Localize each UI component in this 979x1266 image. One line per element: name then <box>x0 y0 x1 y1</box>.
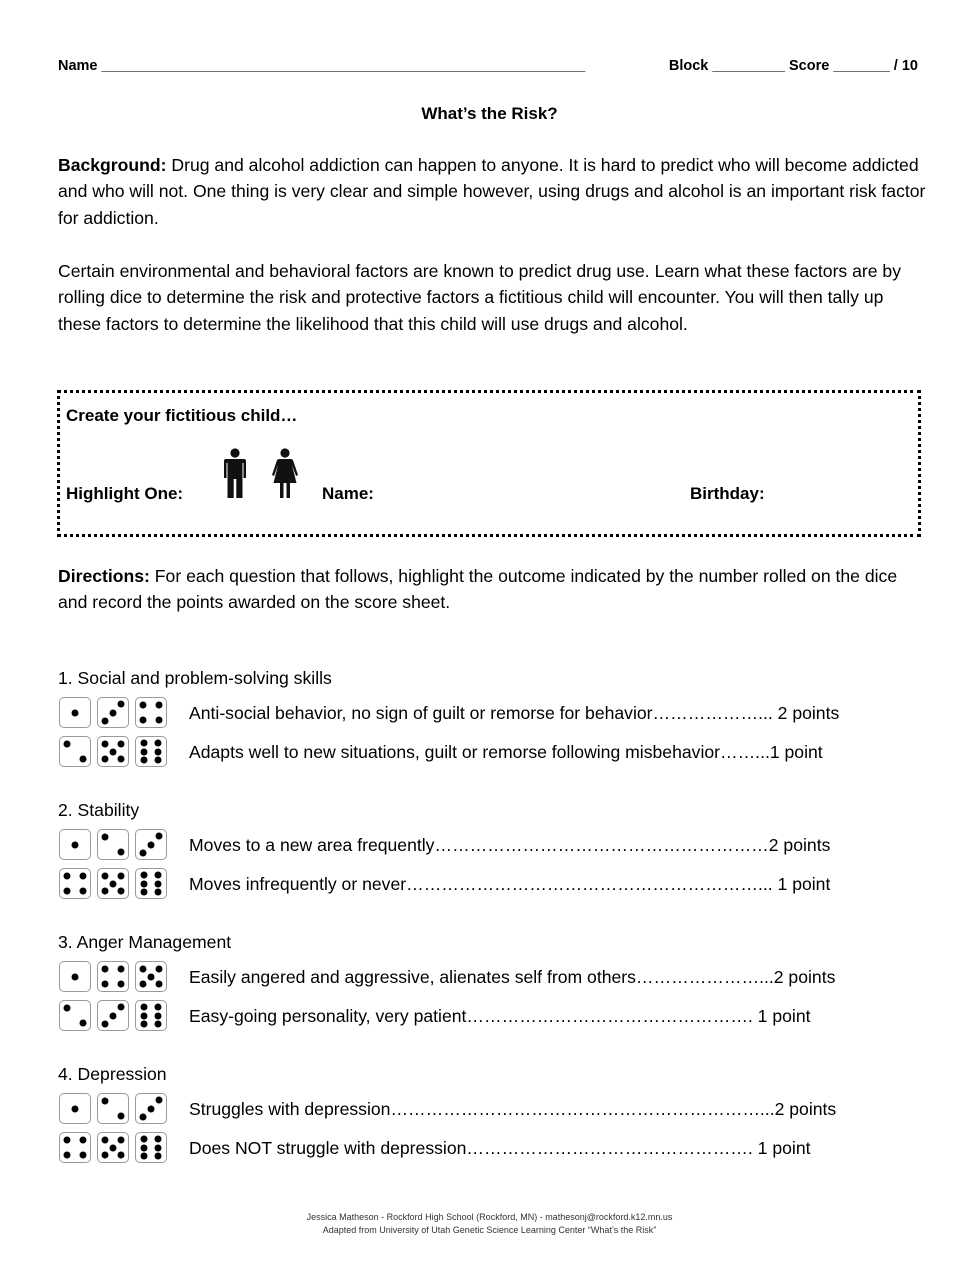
outcome-row[interactable] <box>59 868 899 902</box>
pip-dot <box>155 1021 162 1028</box>
pip-dot <box>79 872 86 879</box>
dice-group <box>59 736 167 767</box>
outcome-text: Adapts well to new situations, guilt or remorse following misbehavior……...1 point <box>189 742 823 762</box>
pip-dot <box>102 756 109 763</box>
outcome-text: Moves to a new area frequently…………………………………………………2 points <box>189 835 831 855</box>
pip-dot <box>63 1004 70 1011</box>
pip-dot <box>110 880 117 887</box>
block-score-fields[interactable]: Block _________ Score _______ / 10 <box>668 58 918 74</box>
die-face-2-icon <box>59 736 91 767</box>
die-face-1-icon <box>59 829 91 860</box>
pip-dot <box>155 1003 162 1010</box>
pip-dot <box>155 701 162 708</box>
pip-dot <box>155 880 162 887</box>
pip-dot <box>155 871 162 878</box>
pip-dot <box>64 1152 71 1159</box>
footer-credit-line: Jessica Matheson - Rockford High School (Rockford, MN) - mathesonj@rockford.k12.mn.us <box>306 1212 673 1222</box>
pip-dot <box>155 1135 162 1142</box>
die-face-4-icon <box>59 1132 91 1163</box>
question-3-title: 3. Anger Management <box>58 932 232 952</box>
pip-dot <box>110 748 117 755</box>
pip-dot <box>102 872 109 879</box>
question-4-title: 4. Depression <box>58 1064 167 1084</box>
pip-dot <box>79 888 86 895</box>
pip-dot <box>140 1021 147 1028</box>
child-birthday-label: Birthday: <box>690 484 765 503</box>
pip-dot <box>110 1012 117 1019</box>
dice-group <box>59 1000 167 1031</box>
outcome-text: Easy-going personality, very patient…………………………………………. 1 point <box>189 1006 811 1026</box>
pip-dot <box>72 709 79 716</box>
pip-dot <box>140 880 147 887</box>
pip-dot <box>118 849 125 856</box>
outcome-row[interactable] <box>59 961 899 995</box>
pip-dot <box>102 1136 109 1143</box>
child-box-heading: Create your fictitious child… <box>66 406 298 425</box>
pip-dot <box>140 717 147 724</box>
pip-dot <box>140 1135 147 1142</box>
outcome-text: Struggles with depression………………………………………………………...2 points <box>189 1099 837 1119</box>
pip-dot <box>156 833 163 840</box>
pip-dot <box>140 981 147 988</box>
outcome-text: Does NOT struggle with depression…………………………………………. 1 point <box>189 1138 811 1158</box>
pip-dot <box>155 965 162 972</box>
pip-dot <box>148 973 155 980</box>
highlight-one-label: Highlight One: <box>66 484 184 503</box>
outcome-row[interactable] <box>59 736 899 770</box>
pip-dot <box>117 1152 124 1159</box>
pip-dot <box>117 981 124 988</box>
pip-dot <box>140 965 147 972</box>
die-face-6-icon <box>135 1000 167 1031</box>
pip-dot <box>148 1105 155 1112</box>
pip-dot <box>101 833 108 840</box>
pip-dot <box>117 740 124 747</box>
pip-dot <box>72 1105 79 1112</box>
directions-text: For each question that follows, highlight the outcome indicated by the number rolled on the dice and record the points awarded on the score sheet. <box>58 566 898 613</box>
pip-dot <box>139 849 146 856</box>
question-1-title: 1. Social and problem-solving skills <box>58 668 332 688</box>
dice-group <box>59 961 167 992</box>
pip-dot <box>117 888 124 895</box>
pip-dot <box>118 1113 125 1120</box>
pip-dot <box>72 841 79 848</box>
pip-dot <box>101 717 108 724</box>
directions-label: Directions: <box>58 566 150 586</box>
die-face-3-icon <box>135 829 167 860</box>
page-title: What’s the Risk? <box>421 104 558 123</box>
pip-dot <box>101 1020 108 1027</box>
footer-adapted-line: Adapted from University of Utah Genetic Science Learning Center “What’s the Risk” <box>322 1225 657 1235</box>
die-face-3-icon <box>97 1000 129 1031</box>
pip-dot <box>117 965 124 972</box>
die-face-5-icon <box>135 961 167 992</box>
pip-dot <box>102 888 109 895</box>
pip-dot <box>140 1003 147 1010</box>
pip-dot <box>79 1136 86 1143</box>
pip-dot <box>102 740 109 747</box>
outcome-text: Moves infrequently or never……………………………………………………... 1 point <box>189 874 831 894</box>
pip-dot <box>110 709 117 716</box>
die-face-1-icon <box>59 697 91 728</box>
pip-dot <box>140 1144 147 1151</box>
outcome-row[interactable] <box>59 1093 899 1127</box>
pip-dot <box>156 1097 163 1104</box>
intro-paragraph: Certain environmental and behavioral factors are known to predict drug use. Learn what these factors are by rolling dice to determine the risk and protective factors a fictitious child will encounter. You will then tally up these factors to determine the likelihood that this child will use drugs and alcohol. <box>58 261 902 334</box>
die-face-5-icon <box>97 1132 129 1163</box>
pip-dot <box>155 757 162 764</box>
pip-dot <box>155 1144 162 1151</box>
pip-dot <box>155 981 162 988</box>
pip-dot <box>155 1012 162 1019</box>
dice-group <box>59 868 167 899</box>
pip-dot <box>155 748 162 755</box>
die-face-3-icon <box>135 1093 167 1124</box>
outcome-row[interactable] <box>59 1000 899 1034</box>
pip-dot <box>148 841 155 848</box>
die-face-2-icon <box>97 829 129 860</box>
pip-dot <box>80 756 87 763</box>
die-face-4-icon <box>135 697 167 728</box>
dice-group <box>59 1132 167 1163</box>
pip-dot <box>140 701 147 708</box>
pip-dot <box>117 1136 124 1143</box>
footer <box>0 1211 979 1237</box>
pip-dot <box>101 1097 108 1104</box>
pip-dot <box>140 889 147 896</box>
dice-group <box>59 829 167 860</box>
pip-dot <box>140 871 147 878</box>
pip-dot <box>155 889 162 896</box>
die-face-6-icon <box>135 1132 167 1163</box>
pip-dot <box>155 739 162 746</box>
pip-dot <box>102 1152 109 1159</box>
name-field-label[interactable]: Name ____________________________________________________________ <box>58 58 586 74</box>
directions-paragraph <box>58 563 928 616</box>
die-face-5-icon <box>97 868 129 899</box>
die-face-3-icon <box>97 697 129 728</box>
pip-dot <box>63 740 70 747</box>
pip-dot <box>64 872 71 879</box>
die-face-4-icon <box>97 961 129 992</box>
background-label: Background: <box>58 155 167 175</box>
worksheet-header <box>58 58 918 74</box>
pip-dot <box>139 1113 146 1120</box>
dice-group <box>59 1093 167 1124</box>
pip-dot <box>102 981 109 988</box>
die-face-4-icon <box>59 868 91 899</box>
pip-dot <box>117 756 124 763</box>
pip-dot <box>64 888 71 895</box>
pip-dot <box>117 872 124 879</box>
outcome-row[interactable] <box>59 1132 899 1166</box>
male-figure-icon[interactable] <box>222 448 248 500</box>
pip-dot <box>80 1020 87 1027</box>
female-figure-icon[interactable] <box>270 448 300 500</box>
die-face-2-icon <box>59 1000 91 1031</box>
die-face-1-icon <box>59 1093 91 1124</box>
outcome-row[interactable] <box>59 697 899 731</box>
die-face-1-icon <box>59 961 91 992</box>
outcome-text: Easily angered and aggressive, alienates self from others…………………...2 points <box>189 967 836 987</box>
outcome-text: Anti-social behavior, no sign of guilt or remorse for behavior………………... 2 points <box>189 703 840 723</box>
pip-dot <box>140 757 147 764</box>
die-face-6-icon <box>135 736 167 767</box>
pip-dot <box>140 739 147 746</box>
background-text: Drug and alcohol addiction can happen to anyone. It is hard to predict who will become addicted and who will not. One thing is very clear and simple however, using drugs and alcohol is an important risk factor for addiction. <box>58 155 926 228</box>
outcome-row[interactable] <box>59 829 899 863</box>
pip-dot <box>140 748 147 755</box>
pip-dot <box>155 717 162 724</box>
pip-dot <box>140 1153 147 1160</box>
pip-dot <box>102 965 109 972</box>
pip-dot <box>140 1012 147 1019</box>
background-paragraph <box>58 152 928 231</box>
pip-dot <box>118 701 125 708</box>
pip-dot <box>118 1004 125 1011</box>
die-face-5-icon <box>97 736 129 767</box>
child-name-label: Name: <box>322 484 374 503</box>
die-face-2-icon <box>97 1093 129 1124</box>
pip-dot <box>79 1152 86 1159</box>
die-face-6-icon <box>135 868 167 899</box>
dice-group <box>59 697 167 728</box>
pip-dot <box>64 1136 71 1143</box>
pip-dot <box>72 973 79 980</box>
question-2-title: 2. Stability <box>58 800 140 820</box>
fictitious-child-box <box>57 390 921 537</box>
pip-dot <box>110 1144 117 1151</box>
pip-dot <box>155 1153 162 1160</box>
